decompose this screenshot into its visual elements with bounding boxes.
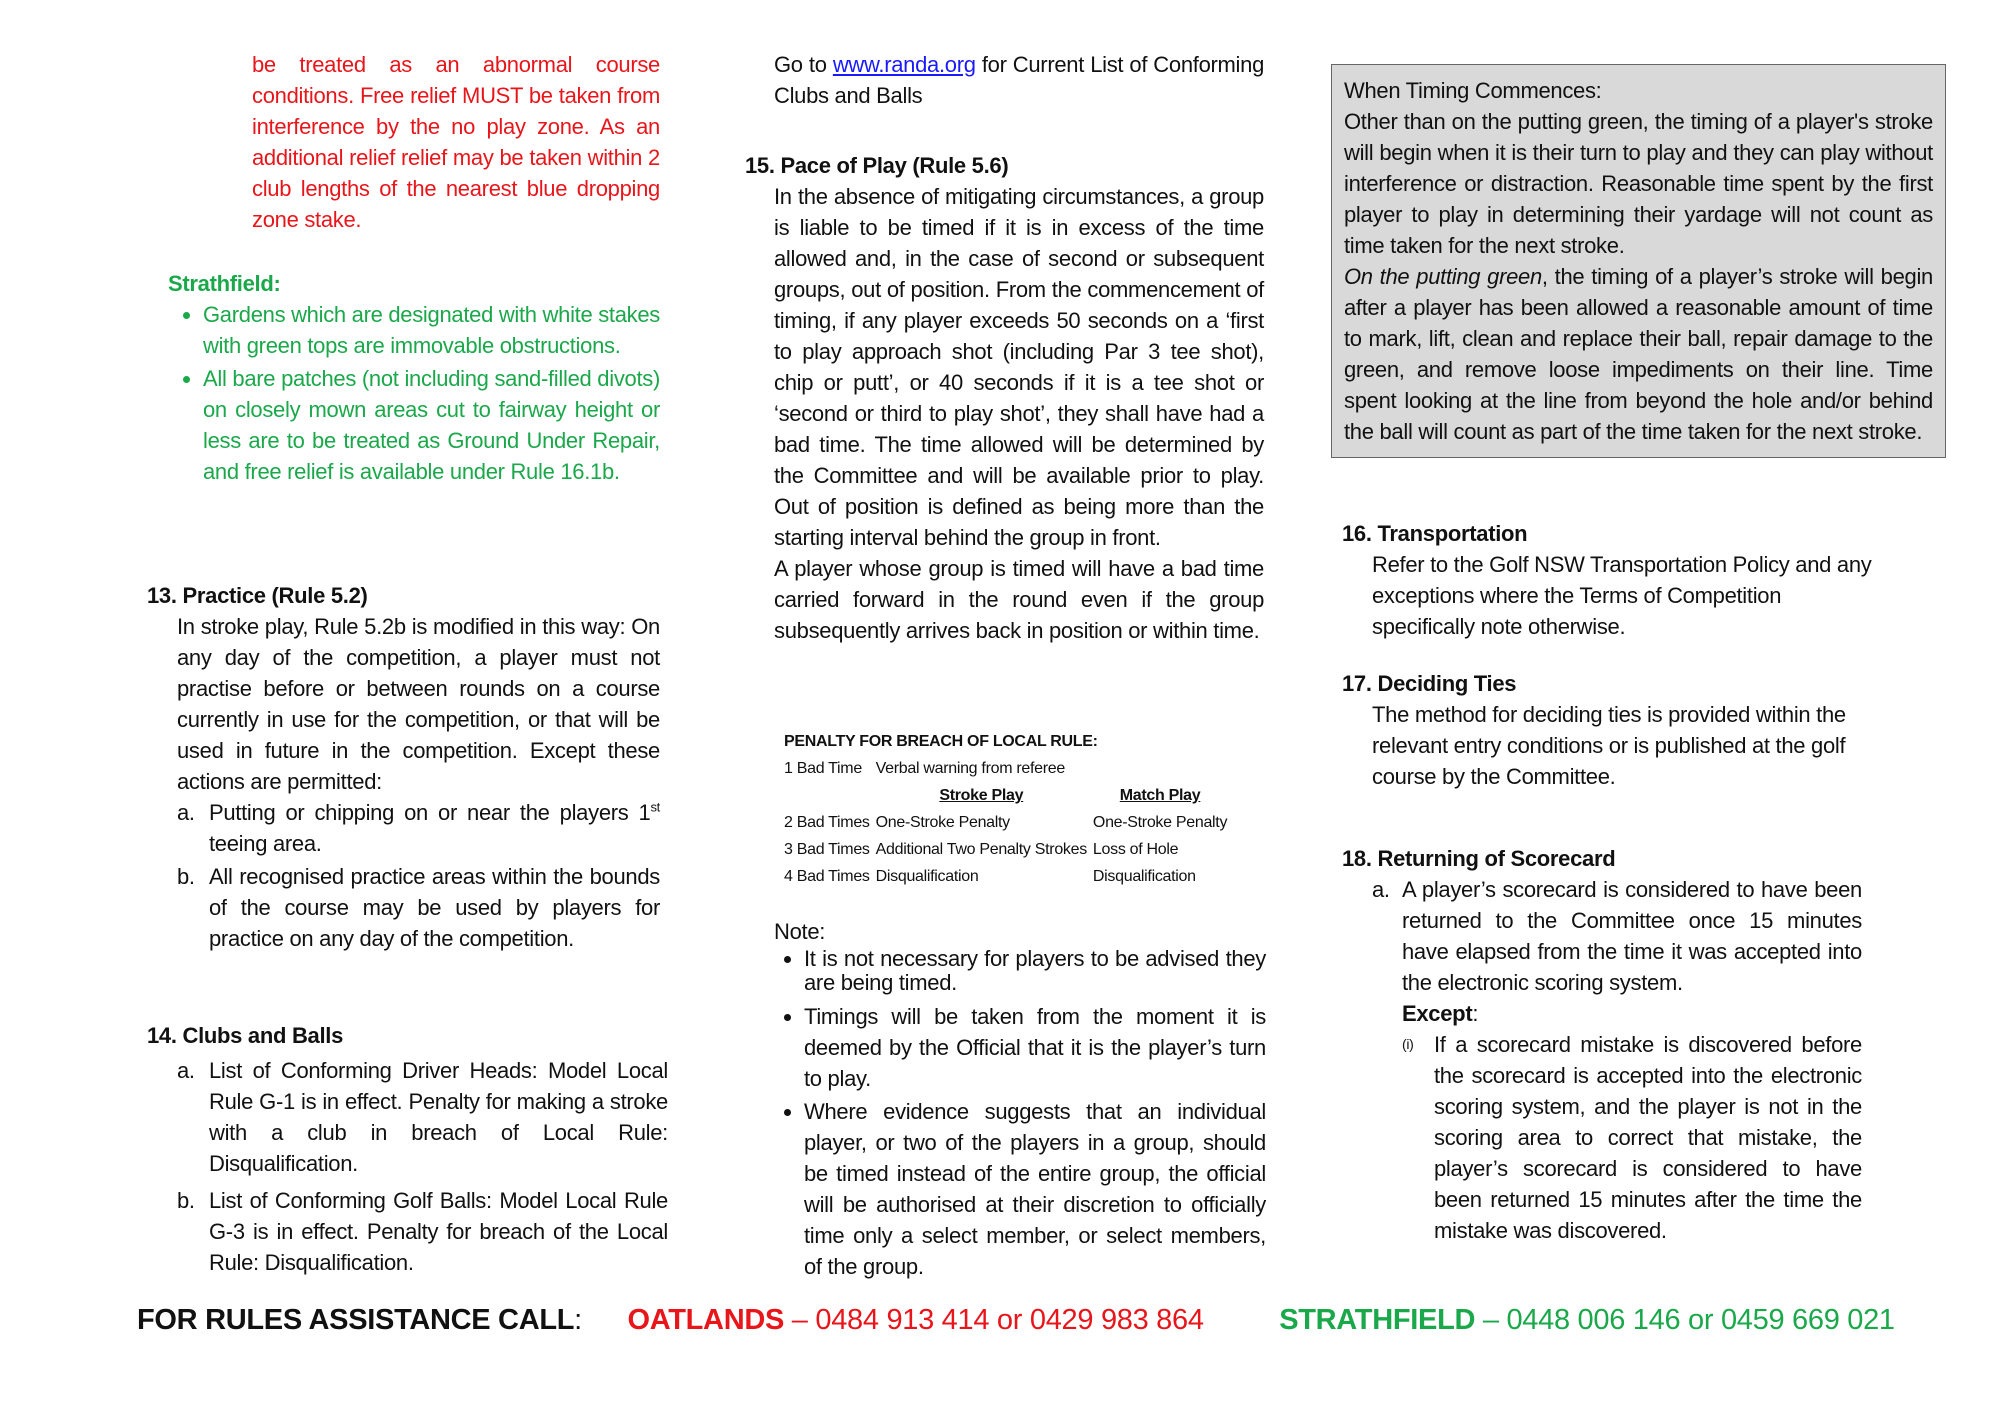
list-item: • All bare patches (not including sand-filled divots) on closely mown areas cut to fairway height or less are to be treated as Ground Under Repair, and free relief is available under Rule 16.1b. — [203, 363, 660, 487]
table-row: 3 Bad Times Additional Two Penalty Strokes Loss of Hole — [784, 841, 1179, 858]
section-17-deciding-ties — [1342, 668, 1872, 792]
list-item: a. Putting or chipping on or near the players 1st teeing area. — [177, 799, 660, 856]
list-item: • Timings will be taken from the moment it is deemed by the Official that it is the player’s turn to play. — [804, 1001, 1266, 1094]
abnormal-course-condition-text: be treated as an abnormal course conditions. Free relief MUST be taken from interference by the no play zone. As an additional relief relief may be taken within 2 club lengths of the nearest blue dropping zone stake. — [252, 52, 660, 232]
section-heading: 13. Practice (Rule 5.2) — [147, 583, 368, 608]
list-item: • Where evidence suggests that an individual player, or two of the players in a group, should be timed instead of the entire group, the official will be authorised at their discretion to officially time only a select member, or select members, of the group. — [804, 1096, 1266, 1282]
box-title: When Timing Commences: — [1344, 78, 1602, 103]
section-heading: 18. Returning of Scorecard — [1342, 846, 1616, 871]
list-item: a. List of Conforming Driver Heads: Model Local Rule G-1 is in effect. Penalty for making a stroke with a club in breach of Local Rule: Disqualification. — [177, 1058, 668, 1176]
table-row: 2 Bad Times One-Stroke Penalty One-Stroke Penalty — [784, 814, 1228, 831]
section-heading: 14. Clubs and Balls — [147, 1023, 344, 1048]
list-item: • Gardens which are designated with white stakes with green tops are immovable obstructions. — [203, 299, 660, 361]
list-item: a. A player’s scorecard is considered to have been returned to the Committee once 15 minutes have elapsed from the time it was accepted into the electronic scoring system. Except: (i) If a scorecard mistake is discovered before the scorecard is accepted into the electronic scoring system, and the player is not in the scoring area to correct that mistake, the player’s scorecard is considered to have been returned 15 minutes after the time the mistake was discovered. — [1342, 874, 1862, 1246]
section-15-pace-of-play — [745, 150, 1264, 646]
randa-link[interactable]: www.randa.org — [832, 52, 976, 77]
sub-list-item: (i) If a scorecard mistake is discovered before the scorecard is accepted into the electronic scoring system, and the player is not in the scoring area to correct that mistake, the player’s scorecard is considered to have been returned 15 minutes after the time the mistake was discovered. — [1402, 1032, 1862, 1243]
section-body: In the absence of mitigating circumstances, a group is liable to be timed if it is in excess of the time allowed and, in the case of second or subsequent groups, out of position. From the commencement of timing, if any player exceeds 50 seconds on a ‘first to play approach shot (including Par 3 tee shot), chip or putt’, or 40 seconds if it is a tee shot or ‘second or third to play shot’, they shall have had a bad time. The time allowed will be determined by the Committee and will be available prior to play. Out of position is defined as being more than the starting interval behind the group in front. — [774, 184, 1264, 550]
footer-label: FOR RULES ASSISTANCE CALL — [137, 1304, 575, 1336]
list-item: • It is not necessary for players to be advised they are being timed. — [804, 947, 1266, 995]
section-14-clubs-balls — [147, 1020, 668, 1280]
section-18-returning-scorecard — [1342, 843, 1862, 1246]
section-body: Refer to the Golf NSW Transportation Policy and any exceptions where the Terms of Competition specifically note otherwise. — [1372, 552, 1872, 639]
note-section — [774, 916, 1266, 1284]
penalty-table — [784, 728, 1264, 890]
penalty-title: PENALTY FOR BREACH OF LOCAL RULE: — [784, 733, 1098, 750]
section-heading: 15. Pace of Play (Rule 5.6) — [745, 153, 1009, 178]
table-header-row: Stroke Play Match Play — [939, 787, 1201, 804]
table-row: 4 Bad Times Disqualification Disqualification — [784, 868, 1196, 885]
section-body: In stroke play, Rule 5.2b is modified in this way: On any day of the competition, a player must not practise before or between rounds on a course currently in use for the competition, or that will be used in future in the competition. Except these actions are permitted: — [177, 614, 660, 794]
randa-link-text: Go to www.randa.org for Current List of Conforming Clubs and Balls — [774, 52, 1265, 108]
section-body: The method for deciding ties is provided within the relevant entry conditions or is published at the golf course by the Committee. — [1372, 702, 1846, 789]
section-heading: 17. Deciding Ties — [1342, 671, 1517, 696]
oatlands-contact: OATLANDS – 0484 913 414 or 0429 983 864 — [627, 1304, 1204, 1336]
rules-assistance-footer: FOR RULES ASSISTANCE CALL: OATLANDS – 0484 913 414 or 0429 983 864 STRATHFIELD – 0448 006 146 or 0459 669 021 — [137, 1304, 1895, 1336]
section-13-practice — [147, 580, 660, 956]
list-item: b. All recognised practice areas within the bounds of the course may be used by players for practice on any day of the competition. — [177, 864, 660, 951]
list-item: b. List of Conforming Golf Balls: Model Local Rule G-3 is in effect. Penalty for breach of the Local Rule: Disqualification. — [177, 1188, 668, 1275]
table-row: 1 Bad Time Verbal warning from referee — [784, 760, 1065, 777]
box-body: Other than on the putting green, the timing of a player's stroke will begin when it is their turn to play and they can play without interference or distraction. Reasonable time spent by the first player to play in determining their yardage will not count as time taken for the next stroke. — [1344, 109, 1933, 258]
strathfield-section — [168, 268, 660, 489]
section-heading: 16. Transportation — [1342, 521, 1528, 546]
note-label: Note: — [774, 919, 826, 944]
strathfield-heading: Strathfield: — [168, 271, 281, 296]
section-body: A player whose group is timed will have a bad time carried forward in the round even if the group subsequently arrives back in position or within time. — [774, 556, 1264, 643]
timing-commences-box — [1331, 64, 1946, 458]
strathfield-contact: STRATHFIELD – 0448 006 146 or 0459 669 021 — [1279, 1304, 1895, 1336]
box-body: On the putting green, the timing of a player’s stroke will begin after a player has been allowed a reasonable amount of time to mark, lift, clean and replace their ball, repair damage to the green, and remove loose impediments on their line. Time spent looking at the line from beyond the hole and/or behind the ball will count as part of the time taken for the next stroke. — [1344, 264, 1933, 444]
section-16-transportation — [1342, 518, 1872, 642]
